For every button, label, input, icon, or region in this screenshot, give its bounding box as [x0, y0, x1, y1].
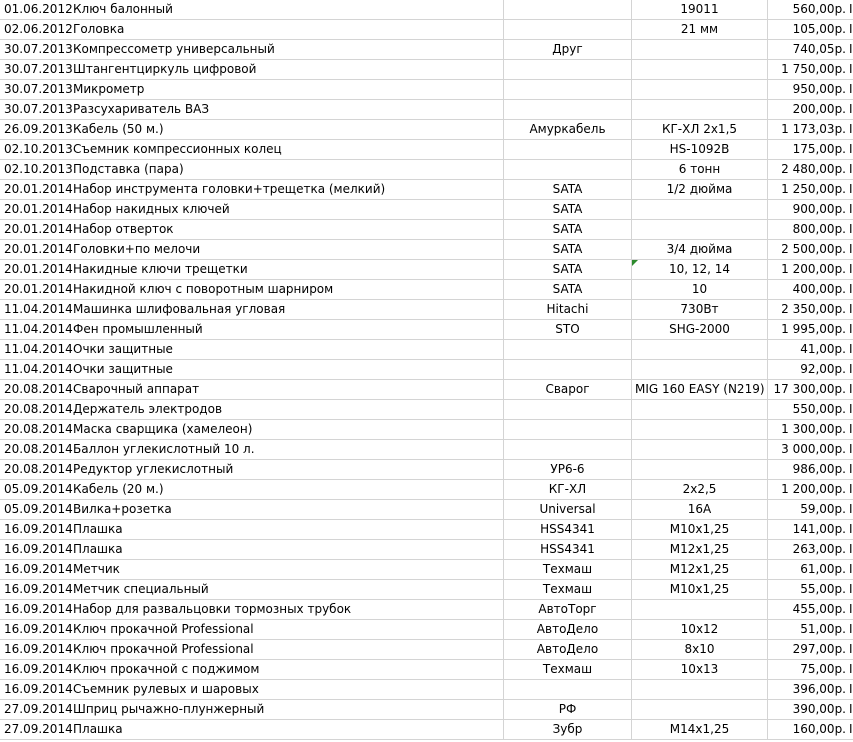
- table-row: [0, 640, 853, 660]
- model-cell[interactable]: [632, 340, 768, 360]
- table-row: [0, 180, 853, 200]
- name-cell[interactable]: Съемник компрессионных колец: [70, 140, 504, 160]
- truncated-cell[interactable]: I: [848, 320, 853, 340]
- price-cell[interactable]: 2 480,00р.: [768, 160, 848, 180]
- brand-cell[interactable]: АвтоДело: [504, 620, 632, 640]
- table-row: [0, 580, 853, 600]
- date-cell[interactable]: 20.08.2014: [0, 460, 70, 480]
- truncated-cell[interactable]: I: [848, 460, 853, 480]
- model-cell[interactable]: [632, 200, 768, 220]
- name-cell[interactable]: Маска сварщика (хамелеон): [70, 420, 504, 440]
- name-cell[interactable]: Кабель (20 м.): [70, 480, 504, 500]
- price-cell[interactable]: 550,00р.: [768, 400, 848, 420]
- truncated-cell[interactable]: I: [848, 240, 853, 260]
- truncated-cell[interactable]: I: [848, 660, 853, 680]
- name-cell[interactable]: Сварочный аппарат: [70, 380, 504, 400]
- name-cell[interactable]: Накидные ключи трещетки: [70, 260, 504, 280]
- model-cell[interactable]: [632, 80, 768, 100]
- date-cell[interactable]: 16.09.2014: [0, 580, 70, 600]
- brand-cell[interactable]: [504, 100, 632, 120]
- price-cell[interactable]: 141,00р.: [768, 520, 848, 540]
- name-cell[interactable]: Набор накидных ключей: [70, 200, 504, 220]
- brand-cell[interactable]: [504, 680, 632, 700]
- brand-cell[interactable]: Hitachi: [504, 300, 632, 320]
- price-cell[interactable]: 200,00р.: [768, 100, 848, 120]
- price-cell[interactable]: 560,00р.: [768, 0, 848, 20]
- table-row: [0, 20, 853, 40]
- price-cell[interactable]: 75,00р.: [768, 660, 848, 680]
- brand-cell[interactable]: [504, 360, 632, 380]
- truncated-cell[interactable]: I: [848, 720, 853, 740]
- table-row: [0, 720, 853, 740]
- name-cell[interactable]: Набор инструмента головки+трещетка (мелкий): [70, 180, 504, 200]
- brand-cell[interactable]: Universal: [504, 500, 632, 520]
- table-row: [0, 80, 853, 100]
- date-cell[interactable]: 20.01.2014: [0, 200, 70, 220]
- name-cell[interactable]: Очки защитные: [70, 340, 504, 360]
- price-cell[interactable]: 1 995,00р.: [768, 320, 848, 340]
- model-cell[interactable]: 730Вт: [632, 300, 768, 320]
- brand-cell[interactable]: АвтоТорг: [504, 600, 632, 620]
- name-cell[interactable]: Держатель электродов: [70, 400, 504, 420]
- price-cell[interactable]: 51,00р.: [768, 620, 848, 640]
- truncated-cell[interactable]: I: [848, 300, 853, 320]
- price-cell[interactable]: 59,00р.: [768, 500, 848, 520]
- date-cell[interactable]: 20.01.2014: [0, 220, 70, 240]
- truncated-cell[interactable]: I: [848, 40, 853, 60]
- table-row: [0, 700, 853, 720]
- price-cell[interactable]: 61,00р.: [768, 560, 848, 580]
- name-cell[interactable]: Кабель (50 м.): [70, 120, 504, 140]
- date-cell[interactable]: 30.07.2013: [0, 60, 70, 80]
- date-cell[interactable]: 16.09.2014: [0, 560, 70, 580]
- model-cell[interactable]: КГ-ХЛ 2х1,5: [632, 120, 768, 140]
- table-row: [0, 520, 853, 540]
- brand-cell[interactable]: SATA: [504, 280, 632, 300]
- table-row: [0, 200, 853, 220]
- name-cell[interactable]: Очки защитные: [70, 360, 504, 380]
- table-row: [0, 60, 853, 80]
- brand-cell[interactable]: [504, 160, 632, 180]
- date-cell[interactable]: 05.09.2014: [0, 480, 70, 500]
- name-cell[interactable]: Микрометр: [70, 80, 504, 100]
- date-cell[interactable]: 26.09.2013: [0, 120, 70, 140]
- model-cell[interactable]: [632, 100, 768, 120]
- brand-cell[interactable]: SATA: [504, 220, 632, 240]
- table-row: [0, 240, 853, 260]
- truncated-cell[interactable]: I: [848, 80, 853, 100]
- model-cell[interactable]: 2х2,5: [632, 480, 768, 500]
- name-cell[interactable]: Плашка: [70, 540, 504, 560]
- brand-cell[interactable]: Друг: [504, 40, 632, 60]
- name-cell[interactable]: Баллон углекислотный 10 л.: [70, 440, 504, 460]
- price-cell[interactable]: 3 000,00р.: [768, 440, 848, 460]
- truncated-cell[interactable]: I: [848, 380, 853, 400]
- model-cell[interactable]: [632, 60, 768, 80]
- date-cell[interactable]: 11.04.2014: [0, 360, 70, 380]
- model-cell[interactable]: [632, 420, 768, 440]
- date-cell[interactable]: 30.07.2013: [0, 80, 70, 100]
- brand-cell[interactable]: SATA: [504, 260, 632, 280]
- brand-cell[interactable]: Сварог: [504, 380, 632, 400]
- truncated-cell[interactable]: I: [848, 20, 853, 40]
- date-cell[interactable]: 02.10.2013: [0, 140, 70, 160]
- model-cell[interactable]: [632, 460, 768, 480]
- truncated-cell[interactable]: I: [848, 620, 853, 640]
- model-cell[interactable]: M12x1,25: [632, 540, 768, 560]
- name-cell[interactable]: Набор для развальцовки тормозных трубок: [70, 600, 504, 620]
- table-row: [0, 120, 853, 140]
- date-cell[interactable]: 20.01.2014: [0, 280, 70, 300]
- date-cell[interactable]: 20.08.2014: [0, 440, 70, 460]
- price-cell[interactable]: 297,00р.: [768, 640, 848, 660]
- brand-cell[interactable]: [504, 340, 632, 360]
- truncated-cell[interactable]: I: [848, 480, 853, 500]
- model-cell[interactable]: [632, 220, 768, 240]
- date-cell[interactable]: 01.06.2012: [0, 0, 70, 20]
- model-cell[interactable]: M12x1,25: [632, 560, 768, 580]
- table-row: [0, 0, 853, 20]
- name-cell[interactable]: Накидной ключ с поворотным шарниром: [70, 280, 504, 300]
- model-cell[interactable]: M10x1,25: [632, 580, 768, 600]
- table-row: [0, 400, 853, 420]
- date-cell[interactable]: 02.06.2012: [0, 20, 70, 40]
- date-cell[interactable]: 20.01.2014: [0, 180, 70, 200]
- brand-cell[interactable]: [504, 60, 632, 80]
- name-cell[interactable]: Фен промышленный: [70, 320, 504, 340]
- name-cell[interactable]: Подставка (пара): [70, 160, 504, 180]
- truncated-cell[interactable]: I: [848, 200, 853, 220]
- brand-cell[interactable]: [504, 440, 632, 460]
- name-cell[interactable]: Ключ прокачной Professional: [70, 620, 504, 640]
- table-row: [0, 320, 853, 340]
- table-row: [0, 360, 853, 380]
- price-cell[interactable]: 41,00р.: [768, 340, 848, 360]
- price-cell[interactable]: 396,00р.: [768, 680, 848, 700]
- date-cell[interactable]: 27.09.2014: [0, 720, 70, 740]
- date-cell[interactable]: 05.09.2014: [0, 500, 70, 520]
- name-cell[interactable]: Штангентциркуль цифровой: [70, 60, 504, 80]
- truncated-cell[interactable]: I: [848, 0, 853, 20]
- truncated-cell[interactable]: I: [848, 60, 853, 80]
- brand-cell[interactable]: [504, 0, 632, 20]
- price-cell[interactable]: 950,00р.: [768, 80, 848, 100]
- name-cell[interactable]: Набор отверток: [70, 220, 504, 240]
- truncated-cell[interactable]: I: [848, 440, 853, 460]
- truncated-cell[interactable]: I: [848, 340, 853, 360]
- price-cell[interactable]: 263,00р.: [768, 540, 848, 560]
- truncated-cell[interactable]: I: [848, 220, 853, 240]
- brand-cell[interactable]: STO: [504, 320, 632, 340]
- truncated-cell[interactable]: I: [848, 680, 853, 700]
- comment-indicator-icon: [632, 260, 638, 266]
- brand-cell[interactable]: [504, 20, 632, 40]
- price-cell[interactable]: 455,00р.: [768, 600, 848, 620]
- truncated-cell[interactable]: I: [848, 580, 853, 600]
- brand-cell[interactable]: [504, 80, 632, 100]
- truncated-cell[interactable]: I: [848, 420, 853, 440]
- truncated-cell[interactable]: I: [848, 560, 853, 580]
- truncated-cell[interactable]: I: [848, 700, 853, 720]
- brand-cell[interactable]: Техмаш: [504, 580, 632, 600]
- truncated-cell[interactable]: I: [848, 500, 853, 520]
- brand-cell[interactable]: SATA: [504, 180, 632, 200]
- date-cell[interactable]: 11.04.2014: [0, 320, 70, 340]
- table-row: [0, 100, 853, 120]
- table-row: [0, 680, 853, 700]
- brand-cell[interactable]: КГ-ХЛ: [504, 480, 632, 500]
- name-cell[interactable]: Вилка+розетка: [70, 500, 504, 520]
- name-cell[interactable]: Головка: [70, 20, 504, 40]
- price-cell[interactable]: 1 200,00р.: [768, 480, 848, 500]
- truncated-cell[interactable]: I: [848, 540, 853, 560]
- date-cell[interactable]: 16.09.2014: [0, 640, 70, 660]
- brand-cell[interactable]: [504, 420, 632, 440]
- model-cell[interactable]: [632, 400, 768, 420]
- truncated-cell[interactable]: I: [848, 160, 853, 180]
- price-cell[interactable]: 160,00р.: [768, 720, 848, 740]
- name-cell[interactable]: Метчик: [70, 560, 504, 580]
- brand-cell[interactable]: АвтоДело: [504, 640, 632, 660]
- price-cell[interactable]: 1 750,00р.: [768, 60, 848, 80]
- model-cell[interactable]: 16А: [632, 500, 768, 520]
- model-cell[interactable]: 21 мм: [632, 20, 768, 40]
- date-cell[interactable]: 16.09.2014: [0, 660, 70, 680]
- name-cell[interactable]: Ключ балонный: [70, 0, 504, 20]
- model-cell[interactable]: 10х12: [632, 620, 768, 640]
- date-cell[interactable]: 20.08.2014: [0, 420, 70, 440]
- date-cell[interactable]: 30.07.2013: [0, 100, 70, 120]
- table-row: [0, 380, 853, 400]
- table-row: [0, 340, 853, 360]
- truncated-cell[interactable]: I: [848, 140, 853, 160]
- model-cell[interactable]: SHG-2000: [632, 320, 768, 340]
- price-cell[interactable]: 1 300,00р.: [768, 420, 848, 440]
- date-cell[interactable]: 16.09.2014: [0, 680, 70, 700]
- date-cell[interactable]: 20.08.2014: [0, 380, 70, 400]
- model-cell[interactable]: M10x1,25: [632, 520, 768, 540]
- model-cell[interactable]: [632, 600, 768, 620]
- model-cell[interactable]: [632, 440, 768, 460]
- truncated-cell[interactable]: I: [848, 400, 853, 420]
- table-row: [0, 620, 853, 640]
- brand-cell[interactable]: Техмаш: [504, 560, 632, 580]
- table-row: [0, 260, 853, 280]
- brand-cell[interactable]: HSS4341: [504, 540, 632, 560]
- table-row: [0, 440, 853, 460]
- model-cell[interactable]: [632, 700, 768, 720]
- table-row: [0, 540, 853, 560]
- table-row: [0, 600, 853, 620]
- brand-cell[interactable]: Зубр: [504, 720, 632, 740]
- truncated-cell[interactable]: I: [848, 360, 853, 380]
- table-row: [0, 140, 853, 160]
- truncated-cell[interactable]: I: [848, 280, 853, 300]
- name-cell[interactable]: Ключ прокачной Professional: [70, 640, 504, 660]
- model-cell[interactable]: [632, 40, 768, 60]
- truncated-cell[interactable]: I: [848, 260, 853, 280]
- brand-cell[interactable]: Техмаш: [504, 660, 632, 680]
- brand-cell[interactable]: [504, 400, 632, 420]
- model-cell[interactable]: 6 тонн: [632, 160, 768, 180]
- truncated-cell[interactable]: I: [848, 520, 853, 540]
- price-cell[interactable]: 1 200,00р.: [768, 260, 848, 280]
- brand-cell[interactable]: [504, 140, 632, 160]
- name-cell[interactable]: Машинка шлифовальная угловая: [70, 300, 504, 320]
- model-cell[interactable]: M14x1,25: [632, 720, 768, 740]
- model-cell[interactable]: 8х10: [632, 640, 768, 660]
- model-cell[interactable]: HS-1092B: [632, 140, 768, 160]
- price-cell[interactable]: 2 500,00р.: [768, 240, 848, 260]
- model-cell[interactable]: MIG 160 EASY (N219): [632, 380, 768, 400]
- price-cell[interactable]: 105,00р.: [768, 20, 848, 40]
- model-cell[interactable]: 19011: [632, 0, 768, 20]
- brand-cell[interactable]: РФ: [504, 700, 632, 720]
- truncated-cell[interactable]: I: [848, 600, 853, 620]
- date-cell[interactable]: 11.04.2014: [0, 340, 70, 360]
- table-row: [0, 660, 853, 680]
- model-cell[interactable]: 1/2 дюйма: [632, 180, 768, 200]
- name-cell[interactable]: Съемник рулевых и шаровых: [70, 680, 504, 700]
- price-cell[interactable]: 175,00р.: [768, 140, 848, 160]
- name-cell[interactable]: Ключ прокачной с поджимом: [70, 660, 504, 680]
- price-cell[interactable]: 55,00р.: [768, 580, 848, 600]
- date-cell[interactable]: 20.01.2014: [0, 240, 70, 260]
- price-cell[interactable]: 740,05р.: [768, 40, 848, 60]
- table-row: [0, 500, 853, 520]
- table-row: [0, 280, 853, 300]
- name-cell[interactable]: Шприц рычажно-плунжерный: [70, 700, 504, 720]
- brand-cell[interactable]: УР6-6: [504, 460, 632, 480]
- truncated-cell[interactable]: I: [848, 120, 853, 140]
- truncated-cell[interactable]: I: [848, 180, 853, 200]
- date-cell[interactable]: 02.10.2013: [0, 160, 70, 180]
- model-cell[interactable]: [632, 680, 768, 700]
- model-cell[interactable]: 10х13: [632, 660, 768, 680]
- name-cell[interactable]: Плашка: [70, 720, 504, 740]
- price-cell[interactable]: 1 250,00р.: [768, 180, 848, 200]
- model-cell[interactable]: [632, 360, 768, 380]
- model-cell[interactable]: 3/4 дюйма: [632, 240, 768, 260]
- model-cell[interactable]: 10, 12, 14: [632, 260, 768, 280]
- brand-cell[interactable]: SATA: [504, 200, 632, 220]
- date-cell[interactable]: 16.09.2014: [0, 620, 70, 640]
- date-cell[interactable]: 16.09.2014: [0, 520, 70, 540]
- table-row: [0, 220, 853, 240]
- name-cell[interactable]: Головки+по мелочи: [70, 240, 504, 260]
- table-row: [0, 40, 853, 60]
- table-row: [0, 560, 853, 580]
- price-cell[interactable]: 17 300,00р.: [768, 380, 848, 400]
- table-row: [0, 160, 853, 180]
- name-cell[interactable]: Метчик специальный: [70, 580, 504, 600]
- model-cell[interactable]: 10: [632, 280, 768, 300]
- price-cell[interactable]: 900,00р.: [768, 200, 848, 220]
- date-cell[interactable]: 16.09.2014: [0, 600, 70, 620]
- price-cell[interactable]: 92,00р.: [768, 360, 848, 380]
- table-row: [0, 420, 853, 440]
- brand-cell[interactable]: Амуркабель: [504, 120, 632, 140]
- price-cell[interactable]: 400,00р.: [768, 280, 848, 300]
- brand-cell[interactable]: SATA: [504, 240, 632, 260]
- date-cell[interactable]: 16.09.2014: [0, 540, 70, 560]
- date-cell[interactable]: 11.04.2014: [0, 300, 70, 320]
- date-cell[interactable]: 20.01.2014: [0, 260, 70, 280]
- table-row: [0, 480, 853, 500]
- table-row: [0, 300, 853, 320]
- name-cell[interactable]: Разсухариватель ВАЗ: [70, 100, 504, 120]
- date-cell[interactable]: 27.09.2014: [0, 700, 70, 720]
- name-cell[interactable]: Редуктор углекислотный: [70, 460, 504, 480]
- price-cell[interactable]: 1 173,03р.: [768, 120, 848, 140]
- table-row: [0, 460, 853, 480]
- name-cell[interactable]: Компрессометр универсальный: [70, 40, 504, 60]
- price-cell[interactable]: 390,00р.: [768, 700, 848, 720]
- price-cell[interactable]: 986,00р.: [768, 460, 848, 480]
- name-cell[interactable]: Плашка: [70, 520, 504, 540]
- truncated-cell[interactable]: I: [848, 100, 853, 120]
- price-cell[interactable]: 2 350,00р.: [768, 300, 848, 320]
- price-cell[interactable]: 800,00р.: [768, 220, 848, 240]
- truncated-cell[interactable]: I: [848, 640, 853, 660]
- date-cell[interactable]: 30.07.2013: [0, 40, 70, 60]
- brand-cell[interactable]: HSS4341: [504, 520, 632, 540]
- date-cell[interactable]: 20.08.2014: [0, 400, 70, 420]
